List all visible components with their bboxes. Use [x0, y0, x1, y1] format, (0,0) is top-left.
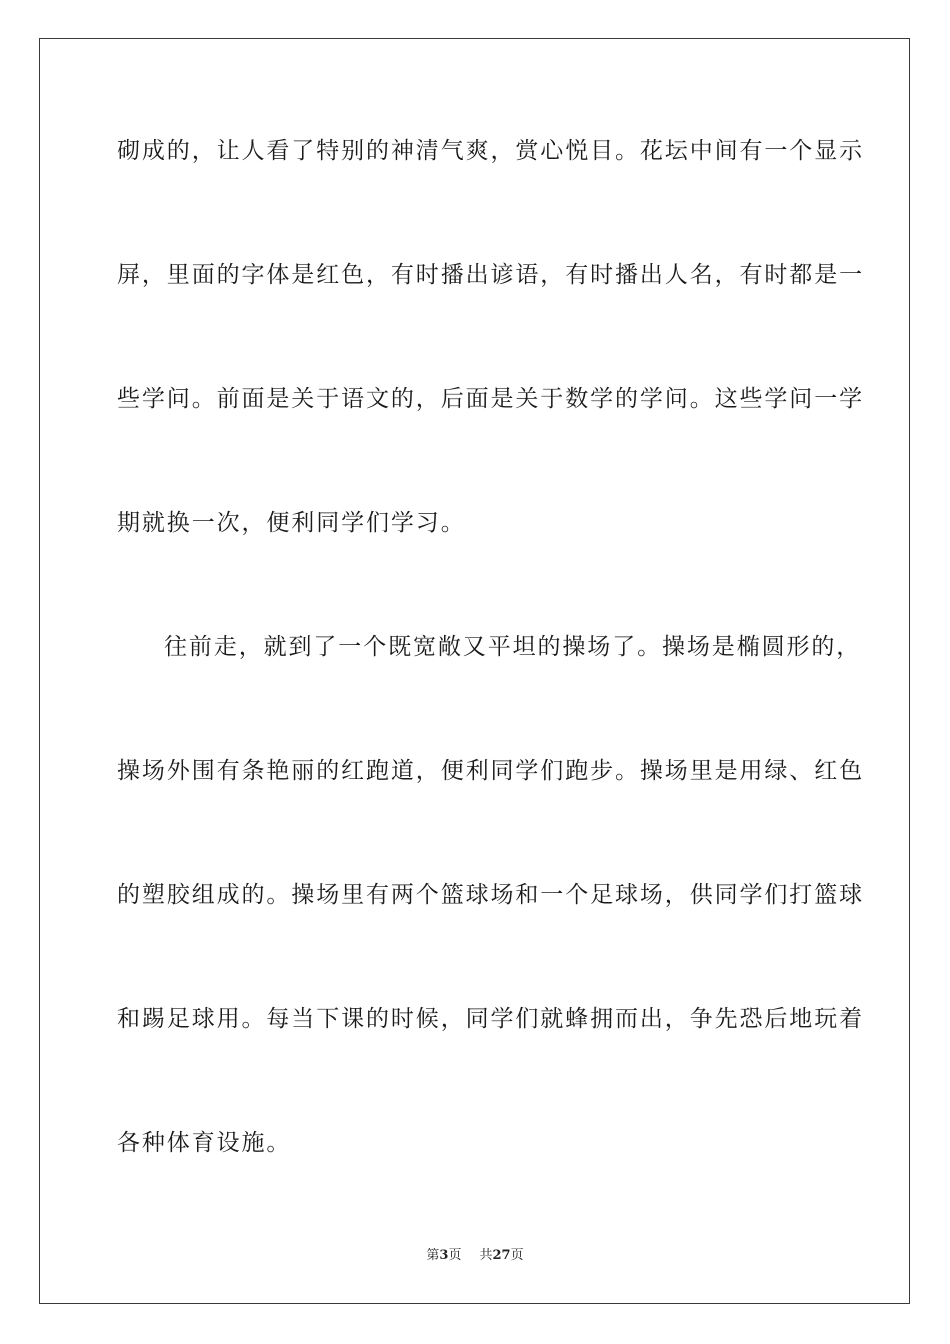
- text-line-8: 和踢足球用。每当下课的时候，同学们就蜂拥而出，争先恐后地玩着: [117, 1006, 864, 1032]
- total-prefix: 共: [479, 1248, 493, 1263]
- text-line-2: 屏，里面的字体是红色，有时播出谚语，有时播出人名，有时都是一: [117, 262, 864, 288]
- page-prefix: 第: [426, 1248, 440, 1263]
- page-border: [39, 38, 910, 1304]
- total-pages: 27: [492, 1248, 511, 1263]
- text-line-5-paragraph-start: 往前走，就到了一个既宽敞又平坦的操场了。操场是椭圆形的，: [164, 634, 862, 660]
- page-number: 3: [439, 1248, 449, 1263]
- text-line-3: 些学问。前面是关于语文的，后面是关于数学的学问。这些学问一学: [117, 386, 864, 412]
- page-footer: [0, 1247, 950, 1265]
- text-line-9: 各种体育设施。: [117, 1130, 292, 1156]
- page-suffix: 页: [448, 1248, 462, 1263]
- text-line-6: 操场外围有条艳丽的红跑道，便利同学们跑步。操场里是用绿、红色: [117, 758, 864, 784]
- total-suffix: 页: [510, 1248, 524, 1263]
- text-line-7: 的塑胶组成的。操场里有两个篮球场和一个足球场，供同学们打篮球: [117, 882, 864, 908]
- text-line-1: 砌成的，让人看了特别的神清气爽，赏心悦目。花坛中间有一个显示: [117, 138, 864, 164]
- text-line-4: 期就换一次，便利同学们学习。: [117, 510, 466, 536]
